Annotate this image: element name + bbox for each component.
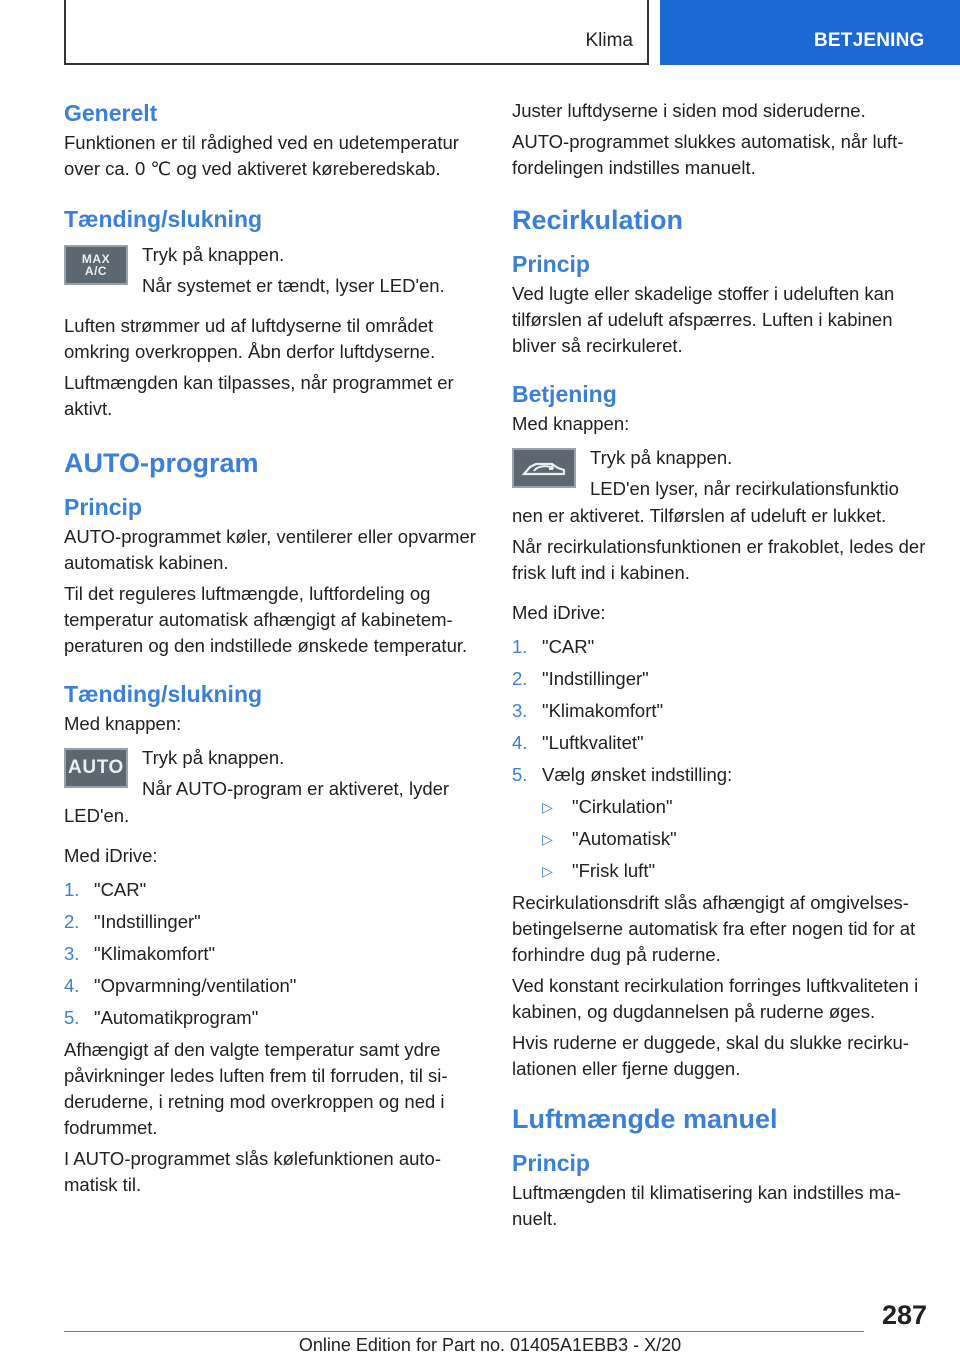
princip-text-1: AUTO-programmet køler, ventilerer eller opvarmer automatisk kabinen. xyxy=(64,526,476,573)
list-item: 1. "CAR" xyxy=(64,879,147,900)
page-number: 287 xyxy=(881,1300,927,1330)
betjening-heading: Betjening xyxy=(512,381,617,407)
recirculation-car-icon xyxy=(520,455,568,481)
footer-edition: Online Edition for Part no. 01405A1EBB3 - X/20 xyxy=(298,1335,682,1355)
recirc-button-block xyxy=(512,445,928,502)
list-item: ▷ "Automatisk" xyxy=(542,826,928,852)
auto-step-1: Tryk på knappen. xyxy=(142,747,285,768)
list-item: ▷ "Cirkulation" xyxy=(542,794,928,820)
after-text-1-right: Recirkulationsdrift slås afhængigt af omgivelsesbetingelserne automatisk fra efter nogen tid for at forhindre dug på ruderne. xyxy=(512,892,916,965)
taending-heading-2: Tænding/slukning xyxy=(64,681,263,707)
recirc-text: Når recirkulationsfunktionen er frakoblet, ledes der frisk luft ind i kabinen. xyxy=(512,536,926,583)
triangle-bullet-icon: ▷ xyxy=(542,831,553,847)
recirc-step-2-cont: nen er aktiveret. Tilførslen af udeluft er lukket. xyxy=(512,505,887,526)
auto-program-heading: AUTO-program xyxy=(64,448,259,478)
auto-button-icon xyxy=(64,748,128,788)
recirc-step-1: Tryk på knappen. xyxy=(590,447,733,468)
auto-step-2: Når AUTO-program er aktiveret, lyder xyxy=(142,778,450,799)
maxac-text-1: Luften strømmer ud af luftdyserne til området omkring overkroppen. Åbn derfor luftdyserne. xyxy=(64,315,436,362)
princip-heading-left: Princip xyxy=(64,494,142,520)
right-text-1: Juster luftdyserne i siden mod sideruderne. xyxy=(512,100,866,121)
list-item: 5. Vælg ønsket indstilling: ▷ "Cirkulation" ▷ "Automatisk" ▷ "Frisk luft" xyxy=(512,762,928,884)
princip-text-2: Til det reguleres luftmængde, luftfordeling og temperatur automatisk afhængigt af kabinetemperaturen og den indstillede ønskede temperatur. xyxy=(64,583,468,656)
auto-step-2-cont: LED'en. xyxy=(64,805,130,826)
auto-button-label: AUTO xyxy=(68,757,124,778)
recirculation-button-icon xyxy=(512,448,576,488)
setting-options xyxy=(542,794,928,884)
list-item: 2. "Indstillinger" xyxy=(512,668,649,689)
max-ac-button-icon xyxy=(64,245,128,285)
section-title: Klima xyxy=(585,30,633,51)
taending-heading-1: Tænding/slukning xyxy=(64,206,263,232)
generelt-heading: Generelt xyxy=(64,100,158,126)
list-item: 1. "CAR" xyxy=(512,636,595,657)
idrive-steps-left xyxy=(64,877,479,1031)
list-item: 5. "Automatikprogram" xyxy=(64,1007,259,1028)
list-item: ▷ "Frisk luft" xyxy=(542,858,928,884)
list-item: 4. "Luftkvalitet" xyxy=(512,732,644,753)
recirk-princip-text: Ved lugte eller skadelige stoffer i udeluften kan tilførslen af udeluft afspærres. Luften i kabinen bliver så recirkuleret. xyxy=(512,283,895,356)
idrive-steps-right xyxy=(512,634,928,884)
list-item: 3. "Klimakomfort" xyxy=(64,943,216,964)
after-text-3-right: Hvis ruderne er duggede, skal du slukke recirkulationen eller fjerne duggen. xyxy=(512,1032,909,1079)
list-item: 2. "Indstillinger" xyxy=(64,911,201,932)
auto-button-block xyxy=(64,745,479,802)
luft-princip-heading: Princip xyxy=(512,1150,590,1176)
footer-divider xyxy=(64,1331,864,1332)
list-item: 3. "Klimakomfort" xyxy=(512,700,664,721)
princip-heading-right: Princip xyxy=(512,251,590,277)
med-knappen-left: Med knappen: xyxy=(64,713,182,734)
header-section-box xyxy=(64,0,649,65)
med-knappen-right: Med knappen: xyxy=(512,413,630,434)
list-item: 4. "Opvarmning/ventilation" xyxy=(64,975,297,996)
after-text-1-left: Afhængigt af den valgte temperatur samt ydre påvirkninger ledes luften frem til forruden, til sideruderne, i retning mod overkroppen og ned i fodrummet. xyxy=(64,1039,448,1138)
recirc-step-2: LED'en lyser, når recirkulationsfunktio xyxy=(590,478,899,499)
maxac-text-2: Luftmængden kan tilpasses, når programmet er aktivt. xyxy=(64,372,454,419)
triangle-bullet-icon: ▷ xyxy=(542,799,553,815)
header-chapter-box xyxy=(660,0,960,65)
maxac-button-block xyxy=(64,242,479,299)
luftmaengde-heading: Luftmængde manuel xyxy=(512,1104,778,1134)
left-column xyxy=(64,98,479,1203)
max-ac-label-bottom: A/C xyxy=(84,264,108,278)
maxac-step-2: Når systemet er tændt, lyser LED'en. xyxy=(142,275,445,296)
right-text-2: AUTO-programmet slukkes automatisk, når luftfordelingen indstilles manuelt. xyxy=(512,131,904,178)
recirkulation-heading: Recirkulation xyxy=(512,205,684,235)
maxac-step-1: Tryk på knappen. xyxy=(142,244,285,265)
generelt-text: Funktionen er til rådighed ved en udetemperatur over ca. 0 ℃ og ved aktiveret køreberedskab. xyxy=(64,132,459,179)
after-text-2-right: Ved konstant recirkulation forringes luftkvaliteten i kabinen, og dugdannelsen på ruderne øges. xyxy=(512,975,919,1022)
triangle-bullet-icon: ▷ xyxy=(542,863,553,879)
med-idrive-right: Med iDrive: xyxy=(512,602,606,623)
max-ac-label-top: MAX xyxy=(81,252,111,266)
after-text-2-left: I AUTO-programmet slås kølefunktionen automatisk til. xyxy=(64,1148,442,1195)
med-idrive-left: Med iDrive: xyxy=(64,845,158,866)
right-column xyxy=(512,98,928,1237)
chapter-title: BETJENING xyxy=(814,30,925,51)
luft-text: Luftmængden til klimatisering kan indstilles manuelt. xyxy=(512,1182,901,1229)
